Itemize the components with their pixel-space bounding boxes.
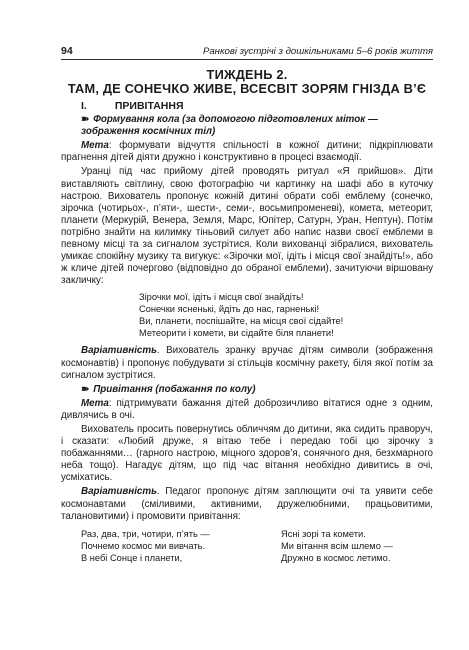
section-number: I. — [81, 100, 87, 112]
page-content — [61, 68, 433, 564]
subsection-title-line2: зображення космічних тіл) — [81, 126, 216, 138]
paragraph-goal-1 — [61, 140, 433, 164]
paragraph-greeting: Вихователь просить повернутись обличчям до дитини, яка сидить праворуч, і сказати: «Любий друже, я вітаю тебе і передаю тобі цю зірочку з побажаннями… (гарного настрою, міцного здоров’я, сонячного дня, безхмарного неба тощо). Нагадує дітям, що під час вітання необхідно дивитись в очі, усміхатись. — [61, 423, 433, 484]
poem-line: Сонечки ясненькі, йдіть до нас, гарненькі! — [139, 304, 320, 315]
arrow-icon: ➽ — [81, 114, 90, 126]
subsection-heading-greeting — [81, 384, 433, 396]
poem-column-right — [281, 528, 393, 564]
goal-text: : формувати відчуття спільності в кожної дитини; підкріплювати прагнення дітей діяти дружно і конструктивно в процесі взаємодії. — [61, 140, 433, 164]
poem-line: Дружно в космос летимо. — [281, 552, 391, 563]
poem-line: Раз, два, три, чотири, п’ять — — [81, 528, 210, 539]
subsection-title-line1: Формування кола (за допомогою підготовлених міток — — [93, 114, 378, 126]
goal-label: Мета — [81, 397, 109, 409]
page-number: 94 — [61, 45, 73, 57]
running-header — [61, 45, 433, 60]
variation-label: Варіативність — [81, 345, 157, 357]
paragraph-goal-2 — [61, 398, 433, 422]
poem-line: Метеорити і комети, ви сідайте біля планети! — [139, 328, 334, 339]
variation-label: Варіативність — [81, 486, 157, 498]
paragraph-variation-1 — [61, 345, 433, 381]
subsection-title: Привітання (побажання по колу) — [93, 383, 256, 395]
variation-text: . Вихователь зранку вручає дітям символи (зображення космонавтів) і пропонує побудувати зі стільців космічну ракету, біля якої потім за сигналом зустрітися. — [61, 345, 433, 381]
week-title: ТИЖДЕНЬ 2. ТАМ, ДЕ СОНЕЧКО ЖИВЕ, ВСЕСВІТ ЗОРЯМ ГНІЗДА В’Є — [67, 67, 427, 96]
poem-line: Зірочки мої, ідіть і місця свої знайдіть! — [139, 292, 304, 303]
poem-column-left — [81, 528, 241, 564]
poem-line: Ми вітання всім шлемо — — [281, 540, 393, 551]
section-label: ПРИВІТАННЯ — [114, 100, 184, 112]
arrow-icon: ➽ — [81, 383, 90, 395]
poem-line: Ви, планети, поспішайте, на місця свої сідайте! — [139, 316, 344, 327]
book-title: Ранкові зустрічі з дошкільниками 5–6 років життя — [202, 46, 433, 57]
poem-line: В небі Сонце і планети, — [81, 552, 183, 563]
poem-line: Почнемо космос ми вивчать. — [81, 540, 206, 551]
section-heading — [81, 100, 433, 112]
subsection-heading-circle — [81, 114, 433, 126]
goal-text: : підтримувати бажання дітей доброзичливо вітатися одне з одним, дивлячись в очі. — [61, 397, 433, 421]
poem-line: Ясні зорі та комети. — [281, 528, 366, 539]
variation-text: . Педагог пропонує дітям заплющити очі та уявити себе космонавтами (сміливими, активними, дружелюбними, працьовитими, талановитими) і промовити привітання: — [61, 486, 433, 522]
goal-label: Мета — [81, 140, 109, 152]
poem-greeting — [61, 528, 433, 564]
poem-call — [139, 291, 433, 339]
paragraph-ritual: Уранці під час прийому дітей проводять ритуал «Я прийшов». Діти виставляють світлину, свою фотографію чи картинку на шафі або в куточку настрою. Вихователь пропонує кожній дитині обрати собі емблему (сонечко, зірочка (чотирьох-, п’яти-, шести-, семи-, восьмипроменеві), комета, метеорит, планети (Меркурій, Венера, Земля, Марс, Юпітер, Сатурн, Уран, Нептун). Потім потрібно знайти на килимку тіньовий силует або напис назви своєї емблеми в певному місці та за сигналом зустрітися. Коли вихованці зібралися, вихователь умикає спокійну музику та вигукує: «Зірочки мої, ідіть і місця свої знайдіть!», або ж кличе дітей почергово (відповідно до обраної емблеми), зачитуючи віршовану закличку: — [61, 166, 433, 287]
paragraph-variation-2 — [61, 486, 433, 522]
